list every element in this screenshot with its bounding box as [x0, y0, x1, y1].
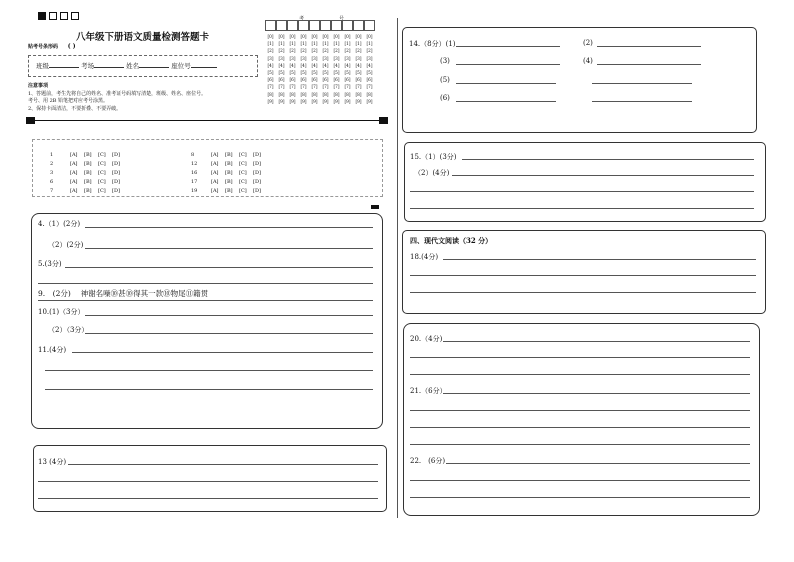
mc-question-number: 7	[50, 188, 54, 194]
mc-option-bubble[interactable]: [D]	[253, 161, 261, 167]
exam-number-bubble[interactable]: [1]	[344, 41, 351, 47]
exam-number-bubble[interactable]: [9]	[366, 98, 373, 104]
exam-number-bubble[interactable]: [1]	[278, 41, 285, 47]
exam-number-bubble[interactable]: [3]	[300, 55, 307, 61]
exam-number-row	[265, 34, 375, 39]
exam-number-bubble[interactable]: [4]	[333, 62, 340, 68]
exam-number-bubble[interactable]: [7]	[267, 84, 274, 90]
question-label-14-6: (6)	[440, 94, 450, 102]
exam-number-bubble[interactable]: [2]	[322, 48, 329, 54]
exam-number-row	[265, 48, 375, 53]
answer-line[interactable]	[597, 46, 701, 47]
answer-line[interactable]	[410, 275, 756, 276]
question-label-4-2: （2）(2分)	[48, 241, 84, 249]
exam-number-bubble[interactable]: [1]	[333, 41, 340, 47]
notice-line: 2、保持卡面清洁，不要折叠、不要弄破。	[28, 106, 122, 112]
exam-number-bubble[interactable]: [1]	[366, 41, 373, 47]
exam-number-bubble[interactable]: [9]	[311, 98, 318, 104]
exam-number-bubble[interactable]: [5]	[344, 70, 351, 75]
marker-square	[49, 12, 57, 20]
exam-number-bubble[interactable]: [8]	[311, 91, 318, 97]
mc-option-bubble[interactable]: [B]	[84, 152, 92, 158]
exam-number-bubble[interactable]: [0]	[366, 34, 373, 39]
exam-number-bubble[interactable]: [8]	[289, 91, 296, 97]
notice-line: 考号、用 2B 铅笔把对应考号涂黑。	[28, 98, 109, 104]
exam-number-cell[interactable]	[364, 20, 375, 31]
exam-number-bubble[interactable]: [9]	[289, 98, 296, 104]
exam-number-bubble[interactable]: [3]	[366, 55, 373, 61]
mc-option-bubble[interactable]: [B]	[225, 179, 233, 185]
answer-line[interactable]	[456, 64, 560, 65]
exam-number-bubble[interactable]: [4]	[278, 62, 285, 68]
mc-question-number: 17	[191, 179, 198, 185]
exam-number-bubble[interactable]: [9]	[344, 98, 351, 104]
exam-number-bubble[interactable]: [9]	[333, 98, 340, 104]
answer-line[interactable]	[410, 444, 750, 445]
exam-number-bubble[interactable]: [8]	[322, 91, 329, 97]
marker-square	[60, 12, 68, 20]
mc-option-bubble[interactable]: [A]	[211, 179, 219, 185]
mc-option-bubble[interactable]: [B]	[84, 170, 92, 176]
exam-number-bubble[interactable]: [4]	[289, 62, 296, 68]
mc-option-bubble[interactable]: [C]	[239, 188, 247, 194]
exam-number-cell[interactable]	[276, 20, 287, 31]
mc-option-bubble[interactable]: [C]	[98, 179, 106, 185]
mc-option-bubble[interactable]: [A]	[70, 152, 78, 158]
exam-number-row	[265, 56, 375, 61]
answer-line[interactable]	[443, 393, 750, 394]
exam-number-cell[interactable]	[353, 20, 364, 31]
exam-number-row	[265, 63, 375, 68]
mc-option-bubble[interactable]: [D]	[253, 170, 261, 176]
mc-option-bubble[interactable]: [D]	[253, 188, 261, 194]
mc-question-row	[50, 188, 126, 194]
answer-line[interactable]	[456, 46, 560, 47]
mc-option-bubble[interactable]: [A]	[211, 152, 219, 158]
mc-question-row	[50, 179, 126, 185]
mc-question-number: 16	[191, 170, 198, 176]
exam-number-bubble[interactable]: [7]	[333, 84, 340, 90]
mc-option-bubble[interactable]: [C]	[98, 161, 106, 167]
exam-number-row	[265, 99, 375, 104]
question-label-10-1: 10.(1)（3分）	[38, 308, 85, 316]
mc-question-row	[50, 161, 126, 167]
exam-number-bubble[interactable]: [0]	[355, 34, 362, 39]
exam-number-bubble[interactable]: [8]	[333, 91, 340, 97]
mc-option-bubble[interactable]: [A]	[70, 161, 78, 167]
mc-option-bubble[interactable]: [C]	[239, 170, 247, 176]
exam-number-bubble[interactable]: [5]	[333, 70, 340, 75]
exam-number-bubble[interactable]: [6]	[355, 77, 362, 83]
exam-number-bubble[interactable]: [6]	[267, 77, 274, 83]
exam-number-row	[265, 41, 375, 46]
notice-line: 1、答题前，考生先将自己的姓名、准考证号码填写清楚，班级、姓名、座位号。	[28, 91, 207, 97]
answer-line[interactable]	[38, 283, 373, 284]
exam-number-grid	[265, 16, 377, 105]
exam-number-bubble[interactable]: [7]	[289, 84, 296, 90]
exam-number-bubble[interactable]: [2]	[300, 48, 307, 54]
zk-label: 考	[299, 16, 305, 22]
exam-number-bubble[interactable]: [6]	[311, 77, 318, 83]
exam-number-bubble[interactable]: [5]	[289, 70, 296, 75]
exam-number-bubble[interactable]: [2]	[366, 48, 373, 54]
mc-question-number: 19	[191, 188, 198, 194]
field-class: 班级	[36, 62, 49, 70]
zk-label: 号	[339, 16, 345, 22]
exam-number-bubble[interactable]: [0]	[322, 34, 329, 39]
exam-number-bubble[interactable]: [9]	[278, 98, 285, 104]
answer-line[interactable]	[45, 389, 373, 390]
answer-line[interactable]	[443, 259, 756, 260]
mc-question-number: 12	[191, 161, 198, 167]
question-label-15-1: 15.（1）(3分)	[410, 153, 457, 161]
exam-number-bubble[interactable]: [1]	[300, 41, 307, 47]
exam-number-bubble[interactable]: [7]	[278, 84, 285, 90]
mc-option-bubble[interactable]: [A]	[70, 188, 78, 194]
exam-number-bubble[interactable]: [0]	[344, 34, 351, 39]
section-title-modern-reading: 四、现代文阅读（32 分）	[410, 236, 493, 245]
exam-number-bubble[interactable]: [4]	[267, 62, 274, 68]
student-info-fields	[36, 62, 217, 70]
answer-line[interactable]	[85, 227, 373, 228]
field-room: 考场	[81, 62, 95, 70]
exam-number-row	[265, 70, 375, 75]
exam-number-row	[265, 92, 375, 97]
answer-line[interactable]	[410, 292, 756, 293]
answer-line[interactable]	[410, 427, 750, 428]
question-label-21: 21.（6分）	[410, 387, 447, 395]
mc-option-bubble[interactable]: [B]	[84, 188, 92, 194]
exam-number-bubble[interactable]: [9]	[300, 98, 307, 104]
exam-number-bubble[interactable]: [6]	[289, 77, 296, 83]
mc-option-bubble[interactable]: [A]	[70, 170, 78, 176]
notice-title: 注意事项	[28, 83, 49, 89]
exam-number-bubble[interactable]: [2]	[311, 48, 318, 54]
answer-line[interactable]	[65, 267, 373, 268]
exam-number-bubble[interactable]: [8]	[344, 91, 351, 97]
exam-number-bubble[interactable]: [1]	[355, 41, 362, 47]
answer-line[interactable]	[38, 481, 378, 482]
exam-number-bubble[interactable]: [7]	[366, 84, 373, 90]
question-label-18: 18.(4分)	[410, 253, 439, 261]
exam-number-cell[interactable]	[265, 20, 276, 31]
header-rule	[35, 120, 379, 121]
exam-number-bubble[interactable]: [7]	[300, 84, 307, 90]
mc-option-bubble[interactable]: [B]	[225, 161, 233, 167]
mc-question-number: 2	[50, 161, 54, 167]
exam-number-bubble[interactable]: [7]	[322, 84, 329, 90]
mc-option-bubble[interactable]: [A]	[70, 179, 78, 185]
exam-number-bubble[interactable]: [7]	[355, 84, 362, 90]
exam-number-bubble[interactable]: [2]	[333, 48, 340, 54]
exam-number-bubble[interactable]: [3]	[311, 55, 318, 61]
mc-question-row	[191, 161, 267, 167]
answer-line[interactable]	[592, 83, 692, 84]
exam-number-row	[265, 84, 375, 89]
question-label-10-2: （2）（3分）	[48, 326, 89, 334]
exam-number-cell[interactable]	[287, 20, 298, 31]
exam-number-bubble[interactable]: [0]	[278, 34, 285, 39]
question-label-5: 5.(3分)	[38, 260, 62, 268]
mc-option-bubble[interactable]: [B]	[225, 170, 233, 176]
exam-number-bubble[interactable]: [1]	[267, 41, 274, 47]
exam-number-bubble[interactable]: [5]	[311, 70, 318, 75]
question-label-13: 13 (4分)	[38, 458, 67, 466]
mc-option-bubble[interactable]: [A]	[211, 170, 219, 176]
exam-number-bubble[interactable]: [2]	[267, 48, 274, 54]
answer-line[interactable]	[456, 101, 556, 102]
marker-square	[71, 12, 79, 20]
exam-number-bubble[interactable]: [4]	[344, 62, 351, 68]
mc-question-row	[50, 152, 126, 158]
question-label-14-2: (2)	[583, 39, 593, 47]
exam-number-bubble[interactable]: [3]	[322, 55, 329, 61]
mc-option-bubble[interactable]: [C]	[98, 152, 106, 158]
mc-option-bubble[interactable]: [D]	[112, 188, 120, 194]
mc-option-bubble[interactable]: [D]	[112, 161, 120, 167]
exam-number-bubble[interactable]: [7]	[311, 84, 318, 90]
mc-question-row	[50, 170, 126, 176]
exam-number-bubble[interactable]: [4]	[322, 62, 329, 68]
marker-square	[38, 12, 46, 20]
exam-number-bubble[interactable]: [2]	[289, 48, 296, 54]
question-label-20: 20.（4分)	[410, 335, 443, 343]
answer-line[interactable]	[72, 352, 373, 353]
exam-number-bubble[interactable]: [6]	[366, 77, 373, 83]
answer-line[interactable]	[45, 370, 373, 371]
answer-box-q13	[33, 445, 387, 512]
exam-number-bubble[interactable]: [5]	[278, 70, 285, 75]
question-label-4-1: 4.（1）(2分)	[38, 220, 81, 228]
exam-number-bubble[interactable]: [7]	[344, 84, 351, 90]
answer-line[interactable]	[592, 101, 692, 102]
exam-number-bubble[interactable]: [1]	[322, 41, 329, 47]
mc-question-row	[191, 152, 267, 158]
mc-question-number: 1	[50, 152, 54, 158]
exam-number-bubble[interactable]: [2]	[344, 48, 351, 54]
exam-number-bubble[interactable]: [6]	[344, 77, 351, 83]
answer-line[interactable]	[410, 480, 750, 481]
answer-box-q20-q22	[403, 323, 760, 516]
field-name: 姓名	[126, 62, 140, 70]
page-title: 八年级下册语文质量检测答题卡	[76, 32, 210, 43]
exam-number-bubble[interactable]: [4]	[355, 62, 362, 68]
mc-question-number: 6	[50, 179, 54, 185]
answer-line[interactable]	[410, 191, 754, 192]
mc-question-number: 8	[191, 152, 195, 158]
question-label-9: 9. (2分) 神谢名噪⑩甚⑩得其一款⑩物尾⑪籍贯	[38, 289, 209, 298]
answer-line[interactable]	[443, 341, 750, 342]
corner-markers	[38, 12, 82, 20]
exam-number-bubble[interactable]: [8]	[366, 91, 373, 97]
exam-number-bubble[interactable]: [0]	[289, 34, 296, 39]
exam-number-bubble[interactable]: [0]	[333, 34, 340, 39]
exam-number-bubble[interactable]: [8]	[300, 91, 307, 97]
exam-number-bubble[interactable]: [5]	[355, 70, 362, 75]
mc-option-bubble[interactable]: [D]	[112, 170, 120, 176]
exam-number-bubble[interactable]: [1]	[311, 41, 318, 47]
answer-line[interactable]	[85, 248, 373, 249]
mc-option-bubble[interactable]: [C]	[239, 152, 247, 158]
exam-number-bubble[interactable]: [0]	[311, 34, 318, 39]
mc-option-bubble[interactable]: [B]	[84, 179, 92, 185]
exam-number-bubble[interactable]: [8]	[267, 91, 274, 97]
exam-number-bubble[interactable]: [6]	[278, 77, 285, 83]
exam-number-bubble[interactable]: [2]	[278, 48, 285, 54]
exam-number-bubble[interactable]: [5]	[300, 70, 307, 75]
mc-question-row	[191, 179, 267, 185]
mc-option-bubble[interactable]: [A]	[211, 161, 219, 167]
exam-number-bubble[interactable]: [9]	[322, 98, 329, 104]
exam-number-cell[interactable]	[320, 20, 331, 31]
exam-number-bubble[interactable]: [8]	[278, 91, 285, 97]
exam-number-bubble[interactable]: [5]	[322, 70, 329, 75]
mc-option-bubble[interactable]: [D]	[112, 152, 120, 158]
question-label-14-5: (5)	[440, 76, 450, 84]
barcode-label	[28, 44, 76, 50]
mc-option-bubble[interactable]: [D]	[112, 179, 120, 185]
exam-number-bubble[interactable]: [8]	[355, 91, 362, 97]
answer-box-q15	[404, 142, 766, 222]
answer-line[interactable]	[410, 497, 750, 498]
mc-option-bubble[interactable]: [A]	[211, 188, 219, 194]
answer-line[interactable]	[597, 64, 701, 65]
column-divider	[397, 18, 398, 518]
question-label-22: 22. (6分)	[410, 457, 446, 465]
answer-line[interactable]	[446, 463, 750, 464]
mc-option-bubble[interactable]: [B]	[84, 161, 92, 167]
exam-number-bubble[interactable]: [9]	[267, 98, 274, 104]
mc-option-bubble[interactable]: [C]	[239, 161, 247, 167]
header-rule-right-mark	[379, 117, 388, 124]
question-label-14-4: (4)	[583, 57, 593, 65]
header-rule-left-mark	[26, 117, 35, 124]
question-label-11: 11.(4分)	[38, 346, 67, 354]
answer-line[interactable]	[38, 498, 378, 499]
answer-line[interactable]	[410, 208, 754, 209]
question-label-15-2: （2）(4分)	[414, 169, 450, 177]
answer-line[interactable]	[85, 315, 373, 316]
exam-number-bubble[interactable]: [0]	[300, 34, 307, 39]
mc-end-mark	[371, 205, 379, 209]
mc-option-bubble[interactable]: [D]	[253, 179, 261, 185]
exam-number-bubble[interactable]: [0]	[267, 34, 274, 39]
question-label-14: 14.（8分）(1)	[409, 40, 456, 48]
field-seat: 座位号	[171, 62, 191, 70]
exam-number-cell[interactable]	[342, 20, 353, 31]
exam-number-bubble[interactable]: [3]	[289, 55, 296, 61]
mc-question-row	[191, 170, 267, 176]
barcode-label-text: 贴考号条形码	[28, 44, 59, 50]
exam-number-bubble[interactable]: [6]	[333, 77, 340, 83]
exam-number-bubble[interactable]: [3]	[355, 55, 362, 61]
exam-number-bubble[interactable]: [4]	[300, 62, 307, 68]
barcode-bracket: ( )	[67, 43, 76, 50]
mc-option-bubble[interactable]: [C]	[98, 170, 106, 176]
answer-line[interactable]	[410, 357, 750, 358]
exam-number-bubble[interactable]: [3]	[278, 55, 285, 61]
exam-number-row	[265, 77, 375, 82]
exam-number-bubble[interactable]: [3]	[333, 55, 340, 61]
answer-line[interactable]	[462, 159, 754, 160]
exam-number-bubble[interactable]: [3]	[344, 55, 351, 61]
exam-number-bubble[interactable]: [4]	[311, 62, 318, 68]
mc-option-bubble[interactable]: [C]	[239, 179, 247, 185]
mc-option-bubble[interactable]: [D]	[253, 152, 261, 158]
answer-line[interactable]	[85, 333, 373, 334]
answer-line[interactable]	[38, 300, 373, 301]
answer-box-q4-q11	[31, 213, 383, 429]
mc-question-row	[191, 188, 267, 194]
exam-number-cell[interactable]	[309, 20, 320, 31]
exam-number-bubble[interactable]: [4]	[366, 62, 373, 68]
answer-line[interactable]	[452, 175, 754, 176]
exam-number-bubble[interactable]: [9]	[355, 98, 362, 104]
exam-number-bubble[interactable]: [5]	[366, 70, 373, 75]
mc-option-bubble[interactable]: [B]	[225, 188, 233, 194]
question-label-14-3: (3)	[440, 57, 450, 65]
answer-line[interactable]	[68, 464, 378, 465]
exam-number-cell[interactable]	[331, 20, 342, 31]
exam-number-bubble[interactable]: [2]	[355, 48, 362, 54]
exam-number-bubble[interactable]: [3]	[267, 55, 274, 61]
exam-number-bubble[interactable]: [6]	[300, 77, 307, 83]
mc-option-bubble[interactable]: [B]	[225, 152, 233, 158]
answer-line[interactable]	[456, 83, 556, 84]
exam-number-bubble[interactable]: [6]	[322, 77, 329, 83]
exam-number-cell[interactable]	[298, 20, 309, 31]
answer-line[interactable]	[410, 374, 750, 375]
exam-number-bubble[interactable]: [1]	[289, 41, 296, 47]
exam-number-bubble[interactable]: [5]	[267, 70, 274, 75]
mc-question-number: 3	[50, 170, 54, 176]
mc-option-bubble[interactable]: [C]	[98, 188, 106, 194]
answer-line[interactable]	[410, 410, 750, 411]
